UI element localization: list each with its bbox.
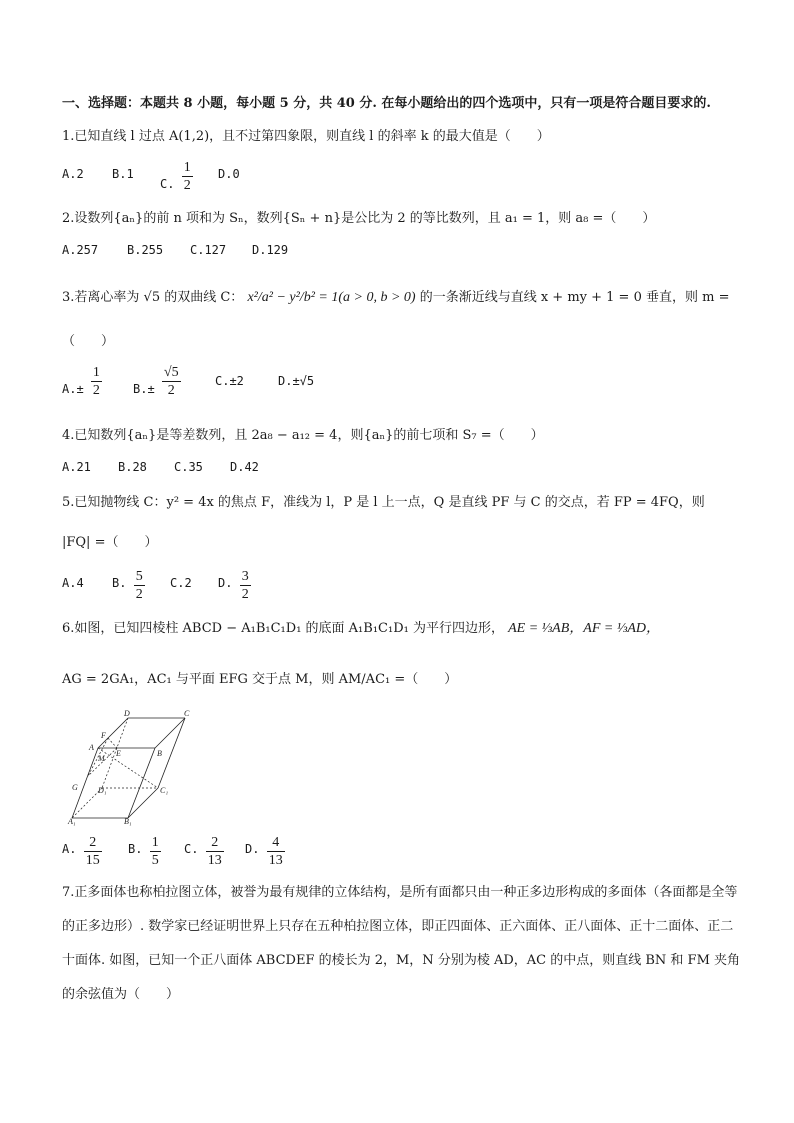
question-5-stem-b: |FQ| =（ ） [62, 535, 158, 550]
q3-option-a-fraction [91, 364, 102, 399]
q2-option-d[interactable]: D.129 [252, 243, 289, 257]
edge-BB1 [128, 748, 155, 818]
q6-option-b-label: B. [128, 842, 143, 856]
q3-option-a[interactable] [62, 365, 102, 407]
q1-option-c[interactable] [160, 160, 193, 202]
q3-hyperbola-equation: x²/a² − y²/b² = 1(a > 0, b > 0) [247, 290, 416, 305]
q3-option-b-fraction [162, 364, 181, 399]
q6-parallelepiped-figure [60, 706, 200, 826]
edge-B1C1 [128, 788, 158, 818]
label-F: F [101, 731, 106, 740]
q1-option-c-label: C. [160, 177, 175, 191]
question-6-stem-b: AG = 2GA₁，AC₁ 与平面 EFG 交于点 M，则 AM/AC₁ =（ ） [62, 672, 458, 687]
fraction-denominator: 15 [85, 853, 100, 868]
q1-option-b[interactable]: B.1 [112, 167, 134, 181]
q4-option-d[interactable]: D.42 [230, 460, 259, 474]
fraction-denominator: 2 [241, 587, 249, 602]
question-1-stem: 1.已知直线 l 过点 A(1,2)，且不过第四象限，则直线 l 的斜率 k 的最大值是（ ） [62, 129, 550, 144]
q3-option-c[interactable]: C.±2 [215, 374, 244, 388]
fraction-denominator: 13 [268, 853, 283, 868]
diagonal-AC1 [98, 748, 158, 788]
q5-option-b-label: B. [112, 576, 127, 590]
fraction-denominator: 2 [167, 383, 175, 398]
q3-answer-paren: （ ） [62, 334, 115, 349]
label-M: M [98, 754, 105, 763]
fraction-numerator: 1 [151, 835, 159, 850]
q3-stem-part-b: 的一条渐近线与直线 x + my + 1 = 0 垂直，则 m = [419, 290, 730, 305]
q1-option-c-fraction [182, 159, 193, 194]
line-FE [108, 738, 117, 748]
q4-option-a[interactable]: A.21 [62, 460, 91, 474]
q6-option-c[interactable] [184, 832, 224, 867]
q6-vector-equations: AE = ⅓AB，AF = ⅓AD， [508, 621, 660, 636]
label-C1: C₁ [160, 786, 169, 795]
fraction-numerator: 2 [84, 834, 102, 852]
q6-option-a-fraction [84, 834, 102, 869]
question-2-stem: 2.设数列{aₙ}的前 n 项和为 Sₙ，数列{Sₙ + n}是公比为 2 的等比数列，且 a₁ = 1，则 a₈ =（ ） [62, 211, 656, 226]
question-5-stem: 5.已知抛物线 C：y² = 4x 的焦点 F，准线为 l，P 是 l 上一点，Q 是直线 PF 与 C 的交点，若 FP = 4FQ，则 [62, 495, 705, 510]
label-A: A [89, 743, 94, 752]
q4-option-c[interactable]: C.35 [174, 460, 203, 474]
q5-option-b[interactable] [112, 566, 145, 601]
label-D1: D₁ [98, 786, 107, 795]
q3-stem-part-a: 3.若离心率为 √5 的双曲线 C： [62, 290, 244, 305]
q6-option-a-label: A. [62, 842, 77, 856]
q5-option-b-fraction [134, 568, 145, 603]
q2-option-b[interactable]: B.255 [127, 243, 164, 257]
question-4-stem: 4.已知数列{aₙ}是等差数列，且 2a₈ − a₁₂ = 4，则{aₙ}的前七项和 S₇ =（ ） [62, 428, 544, 443]
fraction-numerator: 2 [206, 834, 224, 852]
section-title: 一、选择题：本题共 8 小题，每小题 5 分，共 40 分. 在每小题给出的四个选项中，只有一项是符合题目要求的. [62, 96, 711, 111]
label-B: B [157, 749, 162, 758]
fraction-denominator: 5 [151, 853, 159, 868]
q6-stem-part-a: 6.如图，已知四棱柱 ABCD − A₁B₁C₁D₁ 的底面 A₁B₁C₁D₁ 为平行四边形， [62, 621, 504, 636]
q6-option-c-fraction [206, 834, 224, 869]
q6-option-d-label: D. [245, 842, 260, 856]
fraction-numerator: 4 [267, 834, 285, 852]
q2-option-c[interactable]: C.127 [190, 243, 227, 257]
q6-option-a[interactable] [62, 832, 102, 867]
q3-option-a-label: A.± [62, 382, 84, 396]
q2-option-a[interactable]: A.257 [62, 243, 99, 257]
fraction-numerator: 1 [183, 160, 191, 175]
label-E: E [116, 749, 121, 758]
q3-option-b[interactable] [133, 365, 181, 407]
q6-option-d-fraction [267, 834, 285, 869]
question-7-text: 7.正多面体也称柏拉图立体，被誉为最有规律的立体结构，是所有面都只由一种正多边形构成的多面体（各面都是全等的正多边形）. 数学家已经证明世界上只存在五种柏拉图立体，即正四面体、正六面体、正八面体、正十二面体、正二十面体. 如图，已知一个正八面体 ABCDEF 的棱长为 2，M，N 分别为棱 AD，AC 的中点，则直线 BN 和 FM 夹角的余弦值为（ ） [62, 885, 741, 1002]
fraction-denominator: 2 [92, 383, 100, 398]
q3-option-b-label: B.± [133, 382, 155, 396]
q5-option-d-fraction [240, 568, 251, 603]
q5-option-d-label: D. [218, 576, 233, 590]
fraction-denominator: 13 [207, 853, 222, 868]
label-D: D [124, 709, 130, 718]
fraction-denominator: 2 [183, 178, 191, 193]
q1-option-a[interactable]: A.2 [62, 167, 84, 181]
fraction-numerator: 1 [92, 365, 100, 380]
q6-option-d[interactable] [245, 832, 285, 867]
label-B1: B₁ [124, 817, 132, 826]
q4-option-b[interactable]: B.28 [118, 460, 147, 474]
fraction-numerator: 5 [135, 569, 143, 584]
label-A1: A₁ [68, 817, 76, 826]
edge-BC [155, 718, 185, 748]
edge-CC1 [158, 718, 185, 788]
q5-option-a[interactable]: A.4 [62, 576, 84, 590]
q5-option-c[interactable]: C.2 [170, 576, 192, 590]
fraction-numerator: 3 [241, 569, 249, 584]
fraction-denominator: 2 [135, 587, 143, 602]
label-G: G [72, 783, 78, 792]
q6-option-c-label: C. [184, 842, 199, 856]
q6-option-b-fraction [150, 834, 161, 869]
q3-option-d[interactable]: D.±√5 [278, 374, 315, 388]
q1-option-d[interactable]: D.0 [218, 167, 240, 181]
question-6-stem [62, 617, 660, 637]
question-3-stem [62, 286, 729, 306]
q6-option-b[interactable] [128, 832, 161, 867]
label-C: C [184, 709, 190, 718]
q5-option-d[interactable] [218, 566, 251, 601]
fraction-numerator: √5 [163, 365, 179, 380]
